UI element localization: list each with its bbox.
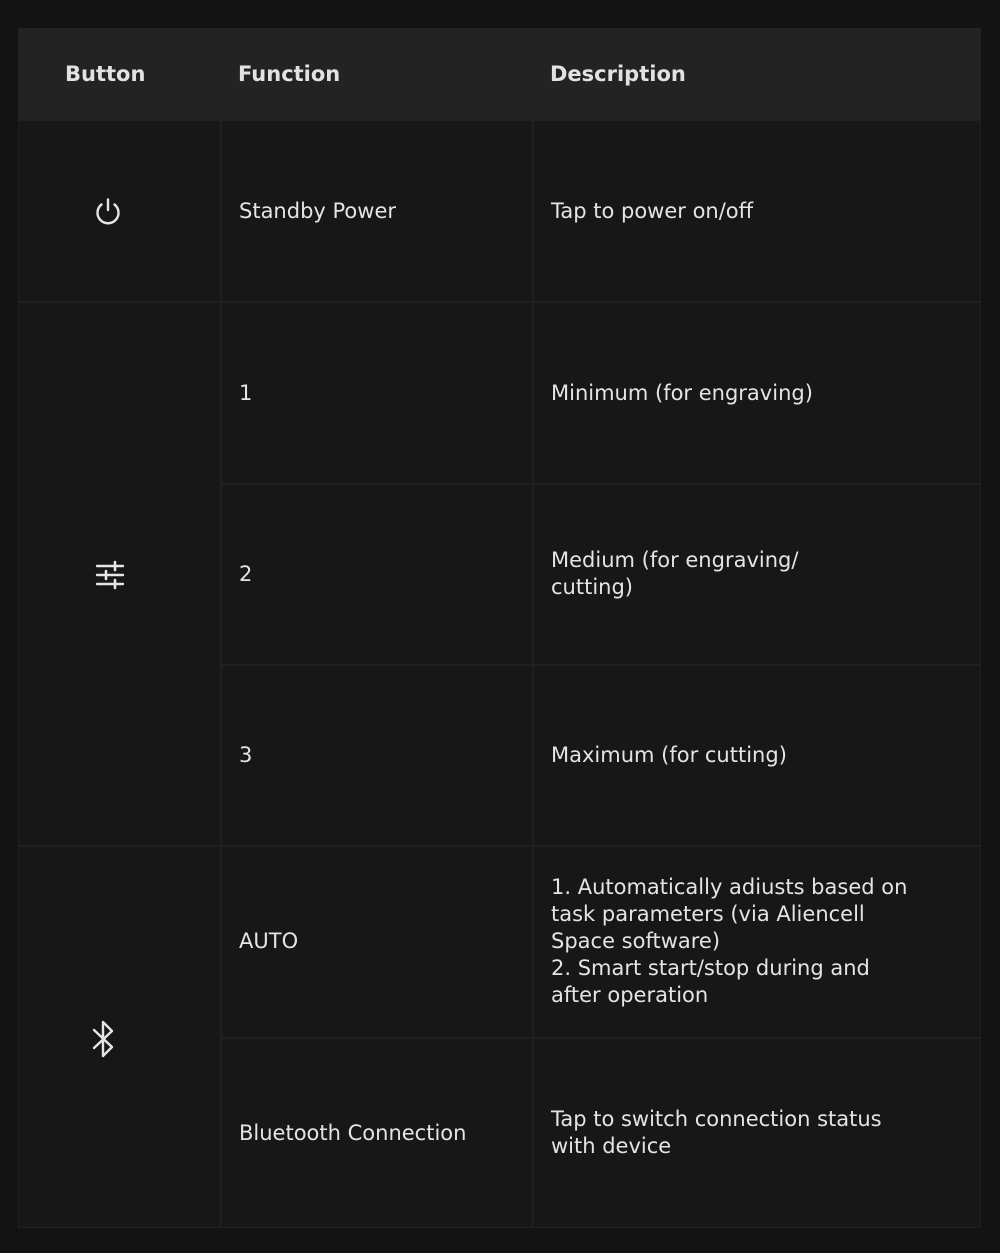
table-header [18, 28, 981, 120]
button-function-table [18, 28, 981, 1228]
header-button: Button [65, 62, 146, 86]
function-cell-bluetooth-connection [221, 1038, 533, 1228]
description-cell-power [533, 120, 981, 302]
description-cell-level-2 [533, 484, 981, 665]
description-text: Medium (for engraving/ cutting) [551, 548, 799, 599]
description-text: Minimum (for engraving) [551, 381, 813, 405]
function-label: AUTO [239, 929, 299, 953]
description-cell-level-3 [533, 665, 981, 846]
bluetooth-icon [89, 1019, 119, 1059]
description-text: Tap to switch connection status with device [551, 1107, 882, 1158]
header-description: Description [550, 62, 686, 86]
description-text: Maximum (for cutting) [551, 743, 787, 767]
header-function: Function [238, 62, 341, 86]
button-cell-bluetooth [18, 846, 221, 1228]
function-cell-level-2 [221, 484, 533, 665]
button-cell-levels [18, 302, 221, 846]
function-label: 2 [239, 562, 253, 586]
function-label: Bluetooth Connection [239, 1121, 467, 1145]
description-cell-auto [533, 846, 981, 1038]
description-cell-bluetooth-connection [533, 1038, 981, 1228]
description-cell-level-1 [533, 302, 981, 484]
sliders-icon [94, 559, 126, 591]
function-cell-level-3 [221, 665, 533, 846]
function-label: 3 [239, 743, 253, 767]
function-label: 1 [239, 381, 253, 405]
button-cell-power [18, 120, 221, 302]
function-label: Standby Power [239, 199, 396, 223]
function-cell-level-1 [221, 302, 533, 484]
description-text: Tap to power on/off [551, 199, 754, 223]
description-text: 1. Automatically adiusts based on task parameters (via Aliencell Space software) 2. Smart start/stop during and after operation [551, 875, 908, 1007]
function-cell-auto [221, 846, 533, 1038]
function-cell-power [221, 120, 533, 302]
power-icon [92, 196, 124, 228]
